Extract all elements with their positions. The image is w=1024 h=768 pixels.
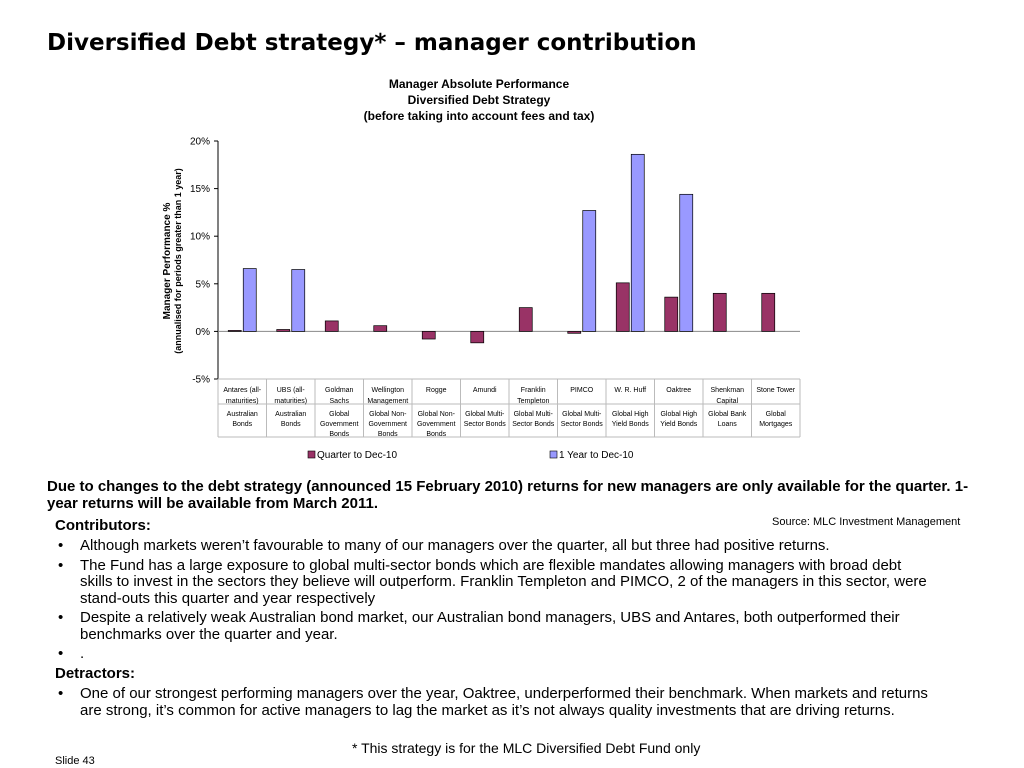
category-label-sector: Sector Bonds <box>512 421 555 428</box>
y-tick-label: -5% <box>192 374 210 386</box>
category-label-manager: maturities) <box>225 398 259 405</box>
bar-quarter <box>568 331 581 333</box>
category-label-manager: Sachs <box>329 398 349 405</box>
legend-label-quarter: Quarter to Dec-10 <box>317 450 398 461</box>
availability-note: Due to changes to the debt strategy (announced 15 February 2010) returns for new managers are only available for the quarter. 1-year returns will be available from March 2011. <box>47 478 969 512</box>
category-label-sector: Global Bank <box>708 411 747 418</box>
category-label-sector: Global Multi- <box>465 411 505 418</box>
category-label-sector: Government <box>416 421 456 428</box>
y-tick-label: 20% <box>189 136 210 148</box>
category-label-sector: Sector Bonds <box>463 421 506 428</box>
category-label-manager: maturities) <box>274 398 308 405</box>
bar-quarter <box>471 331 484 342</box>
bar-quarter <box>762 293 775 331</box>
category-label-sector: Global Non- <box>369 411 407 418</box>
category-label-manager: Management <box>367 398 409 405</box>
list-item: • Despite a relatively weak Australian bond market, our Australian bond managers, UBS and Antares, both outperformed their benchmarks over the quarter and year. <box>55 610 935 643</box>
category-label-sector: Global Multi- <box>562 411 602 418</box>
category-label-manager: Antares (all- <box>223 387 262 394</box>
bar-quarter <box>277 329 290 331</box>
chart-title-line: Diversified Debt Strategy <box>407 93 551 107</box>
category-label-manager: Capital <box>716 398 739 405</box>
contributors-list <box>55 538 935 666</box>
category-label-manager: Franklin <box>520 387 546 394</box>
category-label-sector: Sector Bonds <box>560 421 603 428</box>
y-tick-label: 15% <box>189 184 210 196</box>
bar-quarter <box>713 293 726 331</box>
category-label-manager: PIMCO <box>570 387 594 394</box>
y-axis-label-line: (annualised for periods greater than 1 year) <box>173 168 183 354</box>
category-label-sector: Government <box>368 421 408 428</box>
bar-quarter <box>374 326 387 332</box>
category-label-sector: Mortgages <box>759 421 793 428</box>
bar-one-year <box>680 194 693 331</box>
chart-title-line: Manager Absolute Performance <box>388 77 570 91</box>
legend-label-one-year: 1 Year to Dec-10 <box>559 450 634 461</box>
category-label-sector: Bonds <box>377 431 398 438</box>
bar-quarter <box>422 331 435 339</box>
y-axis-label-line: Manager Performance % <box>162 202 173 320</box>
bar-one-year <box>243 269 256 332</box>
category-label-sector: Global Multi- <box>513 411 553 418</box>
bar-one-year <box>583 210 596 331</box>
category-label-manager: Stone Tower <box>756 387 796 394</box>
category-label-sector: Australian <box>275 411 307 418</box>
legend-swatch-one-year <box>550 451 557 458</box>
category-label-sector: Global High <box>611 411 649 418</box>
list-item: • One of our strongest performing managers over the year, Oaktree, underperformed their benchmark. When markets and returns are strong, it’s common for active managers to lag the market as it’s not always quality investments that are driving returns. <box>55 686 935 719</box>
list-item: • The Fund has a large exposure to global multi-sector bonds which are flexible mandates allowing managers with broad debt skills to invest in the sectors they believe will outperform. Franklin Templeton and PIMCO, 2 of the managers in this sector, were stand-outs this quarter and year respectively <box>55 558 935 608</box>
category-label-manager: Templeton <box>517 398 550 405</box>
category-label-manager: Goldman <box>325 387 354 394</box>
bar-quarter <box>616 283 629 332</box>
category-label-sector: Global Non- <box>417 411 455 418</box>
detractors-list <box>55 686 935 722</box>
legend-swatch-quarter <box>308 451 315 458</box>
bar-one-year <box>631 154 644 331</box>
chart-title-line: (before taking into account fees and tax) <box>363 109 595 123</box>
category-label-manager: Rogge <box>425 387 447 394</box>
category-label-sector: Bonds <box>329 431 350 438</box>
bar-one-year <box>292 270 305 332</box>
category-label-sector: Global <box>765 411 786 418</box>
y-tick-label: 10% <box>189 231 210 243</box>
category-label-manager: UBS (all- <box>276 387 305 394</box>
footnote: * This strategy is for the MLC Diversified Debt Fund only <box>352 740 701 756</box>
bar-quarter <box>519 308 532 332</box>
list-item: • . <box>55 646 935 663</box>
y-tick-label: 0% <box>195 326 210 338</box>
category-label-sector: Bonds <box>280 421 301 428</box>
category-label-sector: Bonds <box>232 421 253 428</box>
source-text: Source: MLC Investment Management <box>772 516 961 528</box>
slide-number: Slide 43 <box>55 755 95 767</box>
category-label-sector: Loans <box>717 421 737 428</box>
category-label-manager: Wellington <box>371 387 405 394</box>
category-label-sector: Australian <box>226 411 258 418</box>
category-label-sector: Yield Bonds <box>611 421 649 428</box>
category-label-sector: Global High <box>660 411 698 418</box>
detractors-heading: Detractors: <box>55 665 136 682</box>
category-label-sector: Government <box>319 421 359 428</box>
y-tick-label: 5% <box>195 279 210 291</box>
contributors-heading: Contributors: <box>55 517 151 534</box>
category-label-manager: Shenkman <box>710 387 744 394</box>
category-label-sector: Global <box>329 411 350 418</box>
list-item: • Although markets weren’t favourable to many of our managers over the quarter, all but three had positive returns. <box>55 538 935 555</box>
category-label-manager: W. R. Huff <box>614 387 647 394</box>
slide-title: Diversified Debt strategy* – manager contribution <box>47 30 697 56</box>
category-label-manager: Amundi <box>472 387 497 394</box>
bar-quarter <box>325 321 338 331</box>
bar-quarter <box>665 297 678 331</box>
category-label-sector: Bonds <box>426 431 447 438</box>
bar-quarter <box>228 330 241 331</box>
category-label-manager: Oaktree <box>666 387 692 394</box>
category-label-sector: Yield Bonds <box>660 421 698 428</box>
